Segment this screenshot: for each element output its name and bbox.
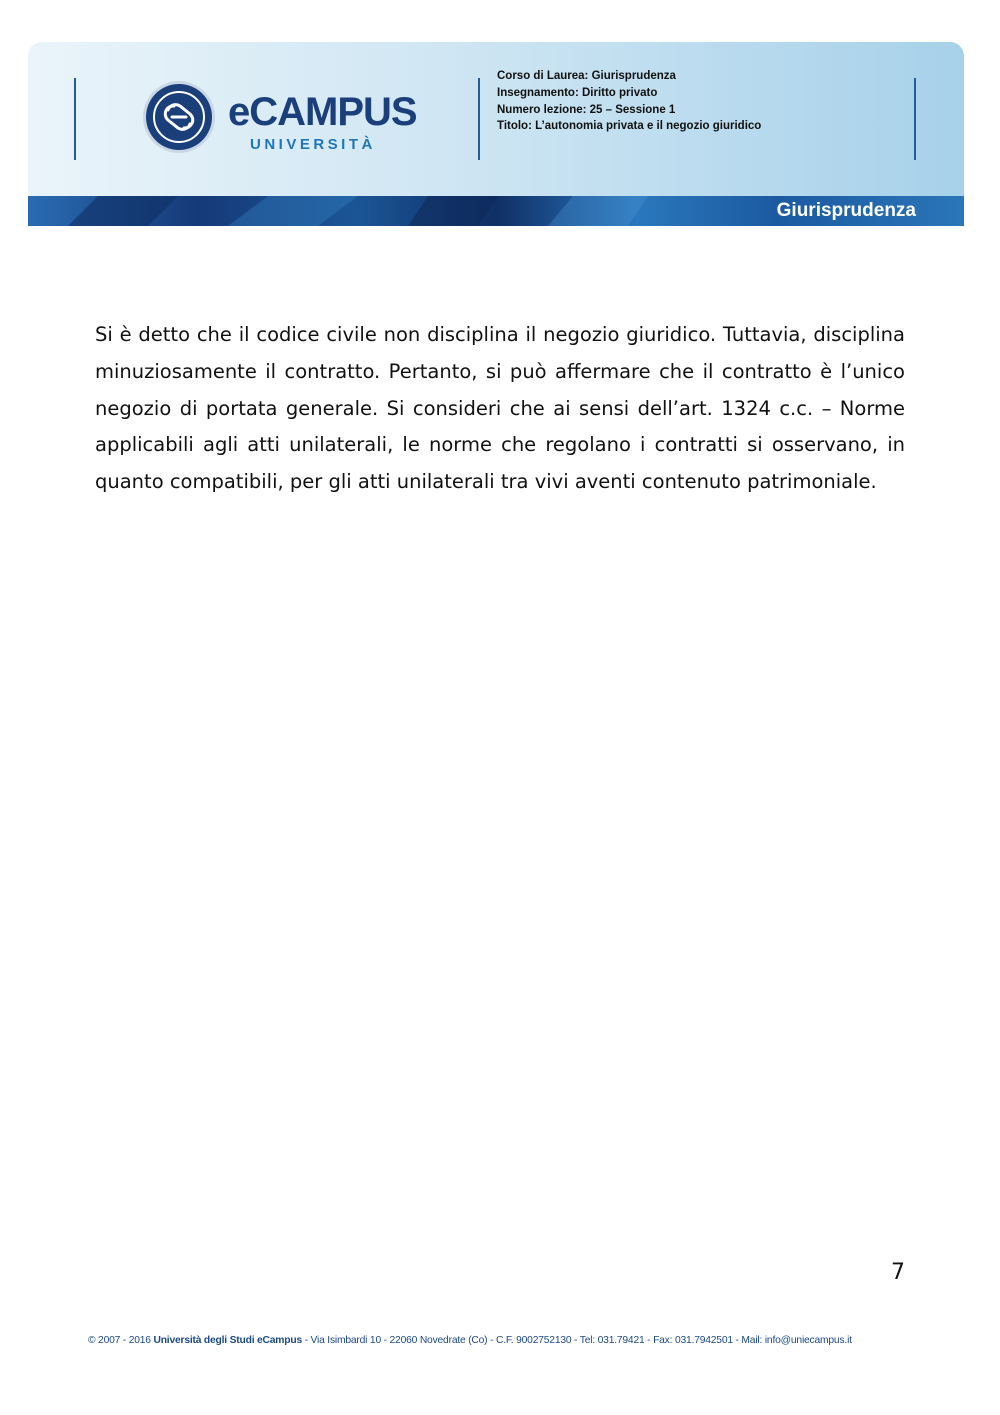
- header-strip: [28, 196, 964, 226]
- footer-details: - Via Isimbardi 10 - 22060 Novedrate (Co) - C.F. 9002752130 - Tel: 031.79421 - Fax: 031.7942501 - Mail: info@uniecampus.it: [301, 1335, 852, 1346]
- page-number: 7: [891, 1260, 905, 1285]
- divider-right: [914, 78, 916, 160]
- logo-wordmark: eCAMPUS: [228, 90, 417, 134]
- header-banner: [28, 42, 964, 226]
- body-paragraph: Si è detto che il codice civile non disciplina il negozio giuridico. Tuttavia, disciplina minuziosamente il contratto. Pertanto, si può affermare che il contratto è l’unico negozio di portata generale. Si consideri che ai sensi dell’art. 1324 c.c. – Norme applicabili agli atti unilaterali, le norme che regolano i contratti si osservano, in quanto compatibili, per gli atti unilaterali tra vivi aventi contenuto patrimoniale.: [95, 323, 905, 494]
- divider-left: [74, 78, 76, 160]
- course-info-line: Corso di Laurea: Giurisprudenza: [497, 70, 676, 82]
- footer: [88, 1335, 908, 1346]
- footer-copyright: © 2007 - 2016: [88, 1335, 154, 1346]
- faculty-label: Giurisprudenza: [776, 200, 916, 221]
- logo-subtitle: UNIVERSITÀ: [250, 136, 376, 153]
- ecampus-emblem-icon: [142, 80, 216, 154]
- course-info-line: Insegnamento: Diritto privato: [497, 86, 658, 99]
- course-info-line: Numero lezione: 25 – Sessione 1: [497, 103, 676, 116]
- footer-org: Università degli Studi eCampus: [153, 1335, 302, 1346]
- divider-middle: [478, 78, 480, 160]
- course-info-line: Titolo: L’autonomia privata e il negozio giuridico: [497, 120, 762, 133]
- course-info: [497, 68, 761, 135]
